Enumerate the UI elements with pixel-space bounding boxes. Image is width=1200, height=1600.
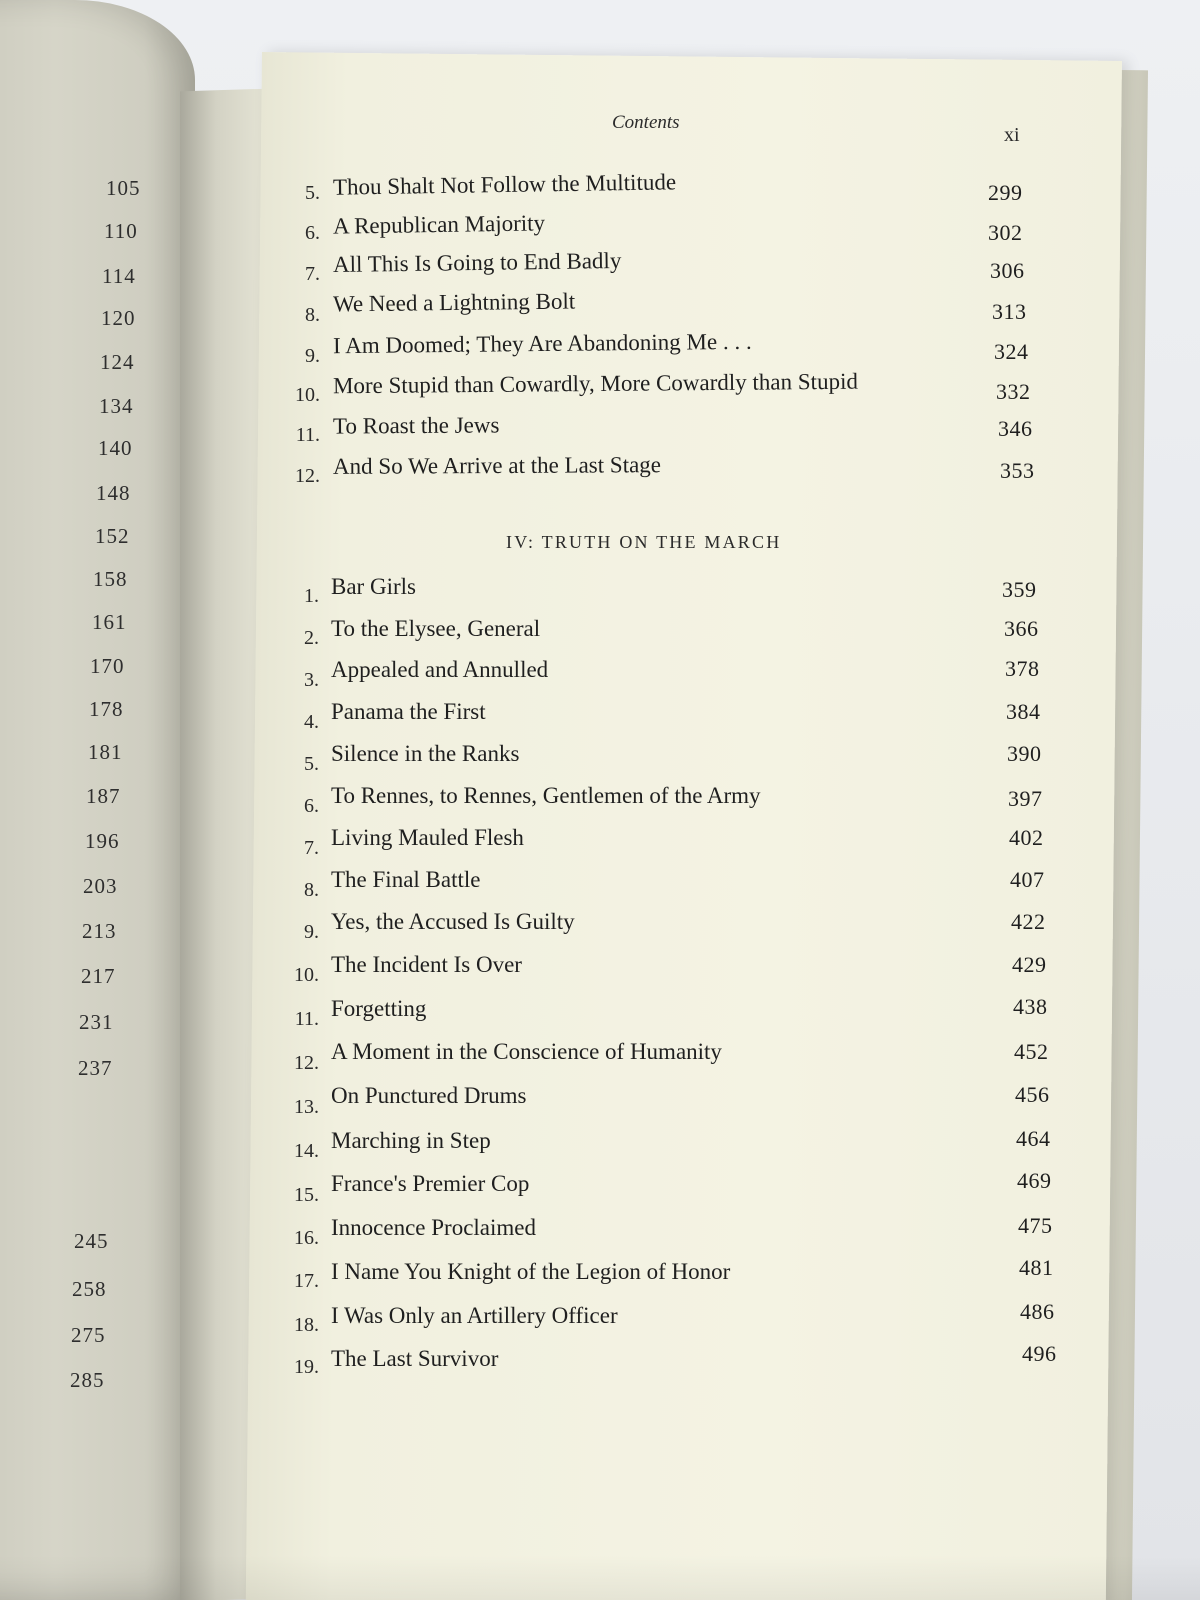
- left-page-number: 158: [93, 567, 128, 591]
- left-page-number: 140: [98, 436, 133, 460]
- chapter-title: Yes, the Accused Is Guilty: [331, 909, 575, 934]
- chapter-title: On Punctured Drums: [331, 1083, 527, 1108]
- toc-entry: [0, 741, 1200, 780]
- chapter-title: Innocence Proclaimed: [331, 1215, 536, 1240]
- chapter-title: The Last Survivor: [331, 1346, 499, 1371]
- chapter-page: 496: [1022, 1341, 1057, 1366]
- left-page-number: 120: [101, 306, 136, 330]
- chapter-number: 10.: [295, 384, 320, 406]
- left-page-number: 148: [96, 481, 131, 505]
- chapter-number: 15.: [294, 1184, 319, 1206]
- chapter-number: 6.: [304, 795, 319, 817]
- chapter-number: 11.: [295, 424, 320, 446]
- chapter-title: I Name You Knight of the Legion of Honor: [331, 1259, 731, 1284]
- left-page-number: 258: [72, 1277, 107, 1301]
- chapter-title: We Need a Lightning Bolt: [332, 288, 576, 317]
- left-page-number: 181: [88, 740, 123, 764]
- toc-entry: [0, 210, 1200, 249]
- chapter-page: 366: [1004, 616, 1039, 641]
- chapter-title: The Final Battle: [331, 867, 481, 892]
- toc-entry: [0, 169, 1200, 208]
- chapter-number: 6.: [305, 222, 320, 244]
- left-page-number: 187: [86, 784, 121, 808]
- toc-entry: [0, 699, 1200, 738]
- toc-entry: [0, 867, 1200, 906]
- chapter-title: And So We Arrive at the Last Stage: [332, 452, 662, 479]
- chapter-title: Bar Girls: [331, 574, 416, 599]
- chapter-title: Forgetting: [331, 996, 427, 1021]
- toc-entry: [0, 994, 1200, 1035]
- chapter-title: Thou Shalt Not Follow the Multitude: [332, 169, 677, 200]
- left-page-number: 134: [99, 394, 134, 418]
- toc-entry: [0, 1039, 1200, 1079]
- chapter-number: 11.: [294, 1008, 319, 1030]
- toc-entry: [0, 1299, 1200, 1345]
- chapter-page: 313: [992, 299, 1027, 324]
- chapter-title: Panama the First: [331, 699, 486, 724]
- left-page-number: 110: [104, 219, 138, 243]
- chapter-number: 2.: [304, 627, 319, 649]
- chapter-number: 9.: [305, 345, 320, 367]
- left-page-number: 217: [81, 964, 116, 988]
- page-folio: xi: [1004, 124, 1020, 146]
- left-page-number: 285: [70, 1368, 105, 1392]
- chapter-number: 9.: [304, 921, 319, 943]
- bottom-shadow: [0, 1555, 1200, 1600]
- chapter-title: To the Elysee, General: [331, 616, 541, 641]
- chapter-title: Living Mauled Flesh: [331, 825, 524, 850]
- chapter-title: Appealed and Annulled: [331, 657, 549, 682]
- chapter-title: Marching in Step: [331, 1128, 491, 1153]
- toc-entry: [0, 656, 1200, 696]
- chapter-number: 12.: [295, 465, 320, 487]
- chapter-title: All This Is Going to End Badly: [332, 247, 622, 278]
- chapter-number: 19.: [294, 1356, 319, 1378]
- left-page-number: 275: [71, 1323, 106, 1347]
- left-page-number: 161: [92, 610, 127, 634]
- toc-entry: [0, 1126, 1200, 1168]
- toc-entry: [0, 909, 1200, 948]
- chapter-page: 302: [988, 220, 1023, 245]
- chapter-page: 346: [998, 416, 1033, 441]
- chapter-title: To Rennes, to Rennes, Gentlemen of the Army: [331, 783, 761, 808]
- left-page-number: 213: [82, 919, 117, 943]
- toc-entry: [0, 368, 1200, 410]
- chapter-page: 481: [1019, 1255, 1054, 1280]
- chapter-page: 324: [994, 339, 1029, 364]
- left-page-number: 237: [78, 1056, 113, 1080]
- chapter-number: 10.: [294, 964, 319, 986]
- part-heading: IV: TRUTH ON THE MARCH: [506, 532, 782, 552]
- chapter-number: 1.: [304, 585, 319, 607]
- chapter-number: 5.: [304, 753, 319, 775]
- left-page-number: 152: [95, 524, 130, 548]
- left-page-number: 245: [74, 1229, 109, 1253]
- toc-entry: [0, 952, 1200, 991]
- chapter-number: 16.: [294, 1227, 319, 1249]
- chapter-number: 8.: [304, 879, 319, 901]
- toc-entry: [0, 1213, 1200, 1256]
- chapter-title: A Moment in the Conscience of Humanity: [331, 1039, 722, 1064]
- toc-entry: [0, 1341, 1200, 1388]
- left-page-number: 170: [90, 654, 125, 678]
- toc-entry: [0, 1255, 1200, 1300]
- chapter-title: France's Premier Cop: [331, 1171, 530, 1196]
- chapter-page: 384: [1006, 699, 1041, 724]
- chapter-page: 464: [1016, 1126, 1051, 1151]
- toc-entry: [0, 1168, 1200, 1212]
- chapter-page: 456: [1015, 1082, 1050, 1107]
- chapter-number: 7.: [305, 263, 320, 285]
- left-page-number: 196: [85, 829, 120, 853]
- chapter-number: 17.: [294, 1270, 319, 1292]
- chapter-page: 397: [1008, 786, 1043, 811]
- chapter-page: 378: [1005, 656, 1040, 681]
- toc-entry: [0, 412, 1200, 451]
- chapter-page: 407: [1010, 867, 1045, 892]
- chapter-title: To Roast the Jews: [332, 412, 500, 439]
- left-page-number: 105: [106, 176, 141, 200]
- left-page-number: 178: [89, 697, 124, 721]
- chapter-number: 5.: [305, 182, 320, 204]
- toc-entry: [0, 825, 1200, 864]
- toc-entry: [0, 1082, 1200, 1123]
- chapter-page: 359: [1002, 577, 1037, 602]
- chapter-title: I Was Only an Artillery Officer: [331, 1303, 618, 1328]
- chapter-number: 3.: [304, 669, 319, 691]
- chapter-page: 353: [1000, 458, 1035, 483]
- chapter-title: Silence in the Ranks: [331, 741, 520, 766]
- chapter-title: More Stupid than Cowardly, More Cowardly than Stupid: [332, 368, 859, 399]
- left-page-number: 114: [102, 264, 136, 288]
- chapter-page: 469: [1017, 1168, 1052, 1193]
- chapter-page: 306: [990, 258, 1025, 283]
- left-page-number: 203: [83, 874, 118, 898]
- chapter-page: 332: [996, 379, 1031, 404]
- chapter-title: The Incident Is Over: [331, 952, 522, 977]
- chapter-page: 402: [1009, 825, 1044, 850]
- chapter-number: 4.: [304, 711, 319, 733]
- chapter-page: 452: [1014, 1039, 1049, 1064]
- chapter-page: 390: [1007, 741, 1042, 766]
- chapter-number: 8.: [305, 304, 320, 326]
- toc-entry: [0, 452, 1200, 492]
- toc-entry: [0, 288, 1200, 329]
- left-page-number: 124: [100, 350, 135, 374]
- toc-entry: [0, 783, 1200, 822]
- chapter-number: 7.: [304, 837, 319, 859]
- toc-entry: [0, 247, 1200, 289]
- chapter-title: I Am Doomed; They Are Abandoning Me . . .: [332, 328, 752, 359]
- chapter-page: 422: [1011, 909, 1046, 934]
- left-page-number: 231: [79, 1010, 114, 1034]
- chapter-page: 486: [1020, 1299, 1055, 1324]
- chapter-page: 429: [1012, 952, 1047, 977]
- chapter-number: 18.: [294, 1314, 319, 1336]
- chapter-page: 475: [1018, 1213, 1053, 1238]
- chapter-page: 299: [988, 180, 1023, 205]
- chapter-number: 14.: [294, 1140, 319, 1162]
- toc-entry: [0, 328, 1200, 370]
- chapter-page: 438: [1013, 994, 1048, 1019]
- chapter-number: 13.: [294, 1096, 319, 1118]
- chapter-number: 12.: [294, 1052, 319, 1074]
- running-head: Contents: [612, 112, 680, 133]
- chapter-title: A Republican Majority: [332, 210, 546, 239]
